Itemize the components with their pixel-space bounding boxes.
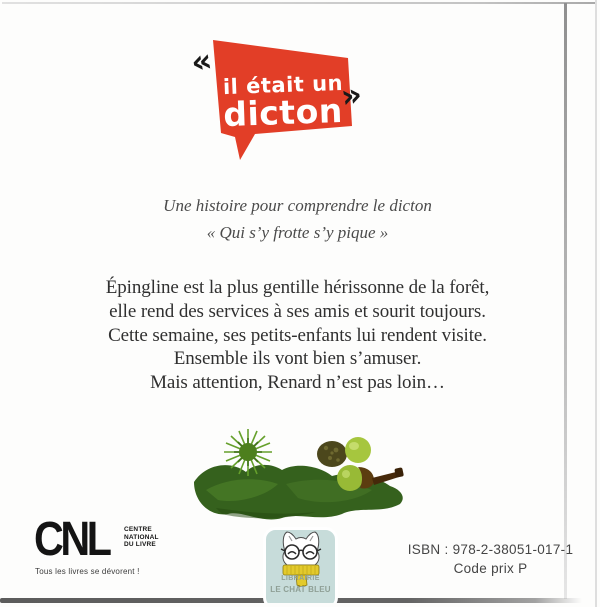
page-block-edge — [595, 0, 597, 607]
cnl-name — [124, 526, 159, 549]
synopsis-line: Épingline est la plus gentille hérissonne de la forêt, — [105, 277, 490, 298]
chestnut-illustration — [186, 420, 414, 525]
synopsis — [15, 276, 580, 395]
series-title-line1: il était un — [222, 70, 344, 100]
acorns — [337, 437, 404, 491]
cnl-tagline: Tous les livres se dévorent ! — [35, 567, 140, 576]
synopsis-line: Mais attention, Renard n’est pas loin… — [150, 372, 445, 394]
cnl-name-line1: CENTRE — [124, 526, 152, 533]
isbn-block — [398, 542, 583, 576]
tagline — [15, 192, 580, 246]
sticker-bookstore-label: LIBRAIRIE — [281, 575, 320, 582]
close-guillemet-icon: » — [337, 74, 365, 116]
sticker-bookstore-name: LE CHAT BLEU — [270, 585, 331, 594]
tagline-line1: Une histoire pour comprendre le dicton — [163, 196, 432, 215]
open-guillemet-icon: « — [187, 40, 215, 82]
isbn: ISBN : 978-2-38051-017-1 — [407, 542, 574, 557]
synopsis-line: elle rend des services à ses amis et sourit toujours. — [109, 300, 486, 322]
dried-burr — [317, 441, 347, 467]
cnl-logo — [34, 513, 184, 578]
bookstore-sticker — [263, 527, 338, 603]
synopsis-line: Cette semaine, ses petits-enfants lui rendent visite. — [108, 324, 487, 346]
book-top-edge — [2, 2, 596, 4]
cnl-acronym: CNL — [34, 513, 109, 566]
synopsis-line: Ensemble ils vont bien s’amuser. — [173, 348, 422, 370]
cnl-name-line3: DU LIVRE — [124, 541, 156, 548]
price-code: Code prix P — [453, 561, 528, 576]
tagline-line2: « Qui s’y frotte s’y pique » — [206, 223, 389, 242]
cnl-name-line2: NATIONAL — [124, 533, 159, 541]
series-title-line2: dicton — [222, 90, 344, 135]
